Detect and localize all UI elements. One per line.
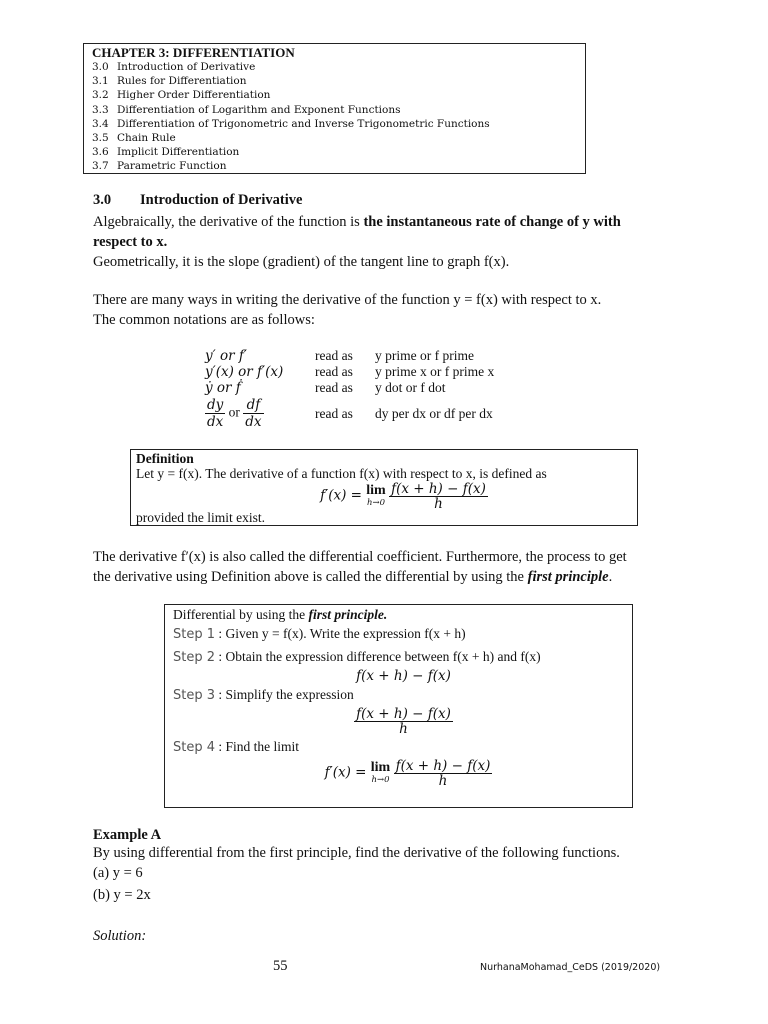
toc-item: 3.6 Implicit Differentiation (92, 146, 240, 159)
section-title: Introduction of Derivative (140, 192, 303, 208)
step-4-formula: f′(x) = lim h→0 $\frac{f(x + h) - f(x)}{h}$ (324, 758, 491, 789)
definition-formula: f′(x) = lim h→0 $\frac{f(x + h) - f(x)}{h}$ (320, 481, 486, 512)
section-number: 3.0 (93, 192, 112, 208)
example-section (93, 826, 683, 906)
example-text: By using differential from the first principle, find the derivative of the following functions. (93, 845, 620, 861)
author-credit: NurhanaMohamad_CeDS (2019/2020) (480, 962, 661, 973)
toc-item: 3.7 Parametric Function (92, 160, 227, 173)
notation-row: y′ or f′ read as y prime or f prime (205, 348, 474, 364)
step-2-expression: f(x + h) − f(x) (356, 668, 451, 684)
first-principle-steps-box (164, 604, 633, 808)
notation-row: ẏ or ḟ read as y dot or f dot (205, 380, 446, 396)
definition-title: Definition (136, 451, 194, 466)
section-heading (93, 192, 302, 209)
chapter-title: CHAPTER 3: DIFFERENTIATION (92, 45, 295, 60)
definition-box (130, 449, 638, 526)
definition-footnote: provided the limit exist. (136, 510, 265, 525)
toc-item: 3.1 Rules for Differentiation (92, 75, 247, 88)
step-3-expression: $\frac{f(x + h) - f(x)}{h}$ (356, 706, 451, 737)
toc-item: 3.3 Differentiation of Logarithm and Exponent Functions (92, 103, 401, 116)
toc-item: 3.4 Differentiation of Trigonometric and Inverse Trigonometric Functions (92, 117, 490, 130)
notation-row: y′(x) or f′(x) read as y prime x or f prime x (205, 364, 495, 380)
example-title: Example A (93, 827, 162, 843)
intro-paragraph: Algebraically, the derivative of the function is the instantaneous rate of change of y with respect to x. Geometrically, it is the slope (gradient) of the tangent line to graph f(x). (93, 214, 621, 270)
toc-item: 3.2 Higher Order Differentiation (92, 89, 271, 102)
page-number: 55 (273, 958, 288, 974)
step-2: Step 2 : Obtain the expression difference between f(x + h) and f(x) (173, 649, 541, 665)
definition-text: Let y = f(x). The derivative of a function f(x) with respect to x, is defined as (136, 466, 547, 481)
chapter-contents-box (83, 43, 586, 174)
toc-item: 3.0 Introduction of Derivative (92, 61, 256, 73)
solution-label: Solution: (93, 928, 147, 944)
notation-row: $\frac{dy}{dx}$ or $\frac{df}{dx}$ read as dy per dx or df per dx (207, 397, 493, 430)
step-1: Step 1 : Given y = f(x). Write the expression f(x + h) (173, 626, 466, 642)
step-4: Step 4 : Find the limit (173, 739, 300, 755)
notation-paragraph: There are many ways in writing the derivative of the function y = f(x) with respect to x. The common notations are as follows: (93, 292, 602, 328)
step-3: Step 3 : Simplify the expression (173, 687, 354, 703)
steps-title: Differential by using the first principle. (173, 607, 388, 622)
example-part-a: (a) y = 6 (93, 865, 143, 881)
example-part-b: (b) y = 2x (93, 887, 151, 903)
notation-table (205, 348, 565, 436)
toc-item: 3.5 Chain Rule (92, 132, 176, 145)
first-principle-paragraph: The derivative f′(x) is also called the differential coefficient. Furthermore, the process to get the derivative using Definition above is called the differential by using the first principle. (93, 549, 627, 585)
